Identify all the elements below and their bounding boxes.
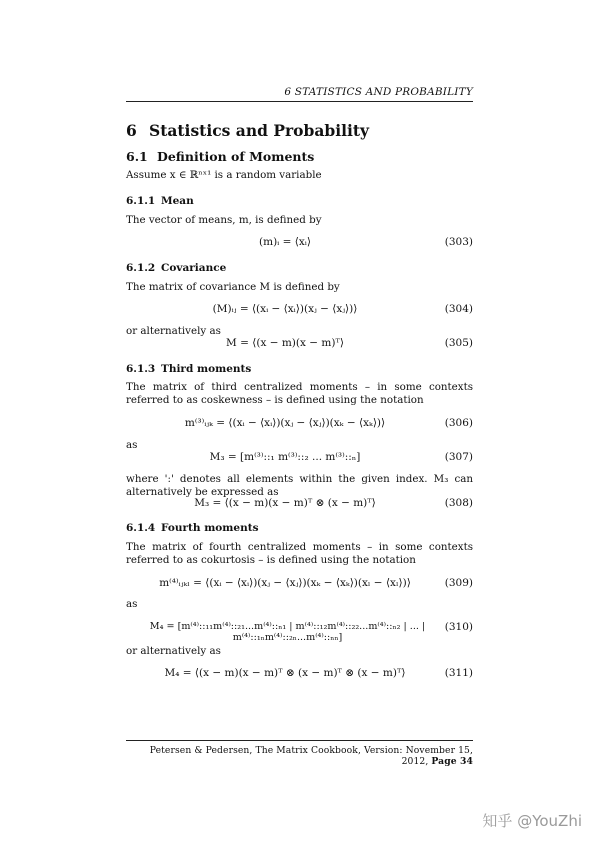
header-rule <box>126 101 473 102</box>
equation-body: M₄ = ⟨(x − m)(x − m)ᵀ ⊗ (x − m)ᵀ ⊗ (x − m)ᵀ⟩ <box>164 667 406 679</box>
chapter-title-text: Statistics and Probability <box>149 121 370 140</box>
subsection-title-text: Covariance <box>161 262 227 274</box>
equation-number: (305) <box>444 337 473 349</box>
subsection-title-text: Fourth moments <box>161 522 259 534</box>
chapter-number: 6 <box>126 121 137 140</box>
equation-number: (310) <box>444 621 473 633</box>
equation-number: (304) <box>444 303 473 315</box>
footer-text: Petersen & Pedersen, The Matrix Cookbook, Version: November 15, 2012, <box>149 745 473 767</box>
running-head: 6 STATISTICS AND PROBABILITY <box>284 86 473 98</box>
subsection-title <box>126 195 194 207</box>
paragraph: The matrix of fourth centralized moments – in some contexts referred to as cokurtosis – is defined using the notation <box>126 541 473 566</box>
chapter-title <box>126 121 369 140</box>
watermark: 知乎 @YouZhi <box>482 812 582 830</box>
paragraph: The matrix of covariance M is defined by <box>126 281 340 293</box>
subsection-number: 6.1.3 <box>126 363 156 375</box>
page-number: Page 34 <box>431 756 473 767</box>
section-intro: Assume x ∈ ℝⁿˣ¹ is a random variable <box>126 169 322 181</box>
footer-rule <box>126 740 473 741</box>
paragraph: or alternatively as <box>126 645 221 657</box>
subsection-title <box>126 363 251 375</box>
subsection-number: 6.1.2 <box>126 262 156 274</box>
equation-body: (m)ᵢ = ⟨xᵢ⟩ <box>259 236 311 248</box>
section-number: 6.1 <box>126 149 148 164</box>
page-footer <box>126 745 473 767</box>
paragraph: or alternatively as <box>126 325 221 337</box>
equation-number: (311) <box>444 667 473 679</box>
paragraph: The vector of means, m, is defined by <box>126 214 322 226</box>
equation-body: m⁽⁴⁾ᵢⱼₖₗ = ⟨(xᵢ − ⟨xᵢ⟩)(xⱼ − ⟨xⱼ⟩)(xₖ − ⟨xₖ⟩)(xₗ − ⟨xₗ⟩)⟩ <box>159 577 411 589</box>
equation-number: (306) <box>444 417 473 429</box>
equation-body: M = ⟨(x − m)(x − m)ᵀ⟩ <box>226 337 344 349</box>
subsection-title <box>126 522 259 534</box>
section-title <box>126 149 314 164</box>
equation-number: (303) <box>444 236 473 248</box>
subsection-number: 6.1.4 <box>126 522 156 534</box>
paragraph: as <box>126 439 138 451</box>
equation-body: m⁽³⁾ᵢⱼₖ = ⟨(xᵢ − ⟨xᵢ⟩)(xⱼ − ⟨xⱼ⟩)(xₖ − ⟨xₖ⟩)⟩ <box>184 417 386 429</box>
equation-body: (M)ᵢⱼ = ⟨(xᵢ − ⟨xᵢ⟩)(xⱼ − ⟨xⱼ⟩)⟩ <box>212 303 358 315</box>
subsection-number: 6.1.1 <box>126 195 156 207</box>
equation-number: (309) <box>444 577 473 589</box>
paragraph: where ':' denotes all elements within the given index. M₃ can alternatively be expressed as <box>126 473 473 498</box>
section-title-text: Definition of Moments <box>157 149 315 164</box>
subsection-title-text: Third moments <box>161 363 252 375</box>
paragraph: The matrix of third centralized moments – in some contexts referred to as coskewness – is defined using the notation <box>126 381 473 406</box>
equation-number: (308) <box>444 497 473 509</box>
equation-body: M₃ = [m⁽³⁾::₁ m⁽³⁾::₂ ... m⁽³⁾::ₙ] <box>209 451 361 463</box>
subsection-title-text: Mean <box>161 195 194 207</box>
equation-body: M₄ = [m⁽⁴⁾::₁₁m⁽⁴⁾::₂₁...m⁽⁴⁾::ₙ₁ | m⁽⁴⁾::₁₂m⁽⁴⁾::₂₂...m⁽⁴⁾::ₙ₂ | ... | m⁽⁴⁾::₁ₙm⁽⁴⁾::₂ₙ...m⁽⁴⁾::ₙₙ] <box>149 621 426 643</box>
equation-body: M₃ = ⟨(x − m)(x − m)ᵀ ⊗ (x − m)ᵀ⟩ <box>194 497 376 509</box>
subsection-title <box>126 262 226 274</box>
paragraph: as <box>126 598 138 610</box>
equation-number: (307) <box>444 451 473 463</box>
